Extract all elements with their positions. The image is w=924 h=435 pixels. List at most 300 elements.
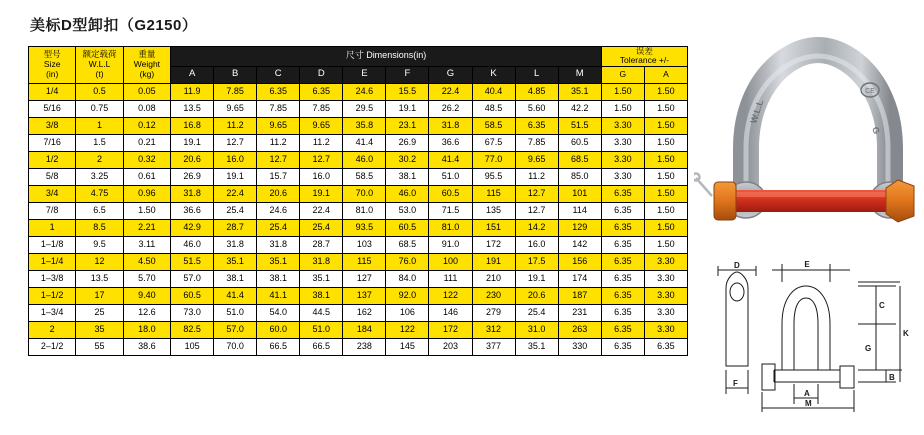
cell-dim-5: 30.2 <box>386 151 429 168</box>
cell-dim-5: 84.0 <box>386 270 429 287</box>
cell-dim-1: 9.65 <box>214 100 257 117</box>
cell-dim-9: 142 <box>558 236 601 253</box>
cell-tol-g: 6.35 <box>601 321 644 338</box>
cell-dim-6: 203 <box>429 338 472 355</box>
cell-weight: 0.32 <box>123 151 170 168</box>
header-dim-c: C <box>257 66 300 83</box>
cell-dim-7: 135 <box>472 202 515 219</box>
cell-dim-2: 66.5 <box>257 338 300 355</box>
cell-tol-g: 1.50 <box>601 83 644 100</box>
cell-dim-9: 101 <box>558 185 601 202</box>
cell-dim-5: 92.0 <box>386 287 429 304</box>
table-row <box>29 134 688 151</box>
cell-dim-3: 66.5 <box>300 338 343 355</box>
cell-dim-1: 51.0 <box>214 304 257 321</box>
table-row <box>29 270 688 287</box>
header-size-line-3: (in) <box>46 68 59 79</box>
cell-tol-g: 6.35 <box>601 270 644 287</box>
cell-dim-0: 16.8 <box>171 117 214 134</box>
cell-tol-a: 1.50 <box>644 134 687 151</box>
cell-dim-7: 40.4 <box>472 83 515 100</box>
cell-wll: 13.5 <box>76 270 123 287</box>
cell-dim-7: 48.5 <box>472 100 515 117</box>
cell-dim-4: 29.5 <box>343 100 386 117</box>
header-size-line-2: Size <box>43 58 61 69</box>
cell-dim-7: 377 <box>472 338 515 355</box>
cell-dim-9: 187 <box>558 287 601 304</box>
header-tol-g: G <box>601 66 644 83</box>
cell-dim-3: 16.0 <box>300 168 343 185</box>
cell-dim-9: 129 <box>558 219 601 236</box>
cell-dim-1: 16.0 <box>214 151 257 168</box>
header-size <box>29 47 76 84</box>
cell-weight: 0.08 <box>123 100 170 117</box>
cell-dim-8: 4.85 <box>515 83 558 100</box>
cell-dim-8: 19.1 <box>515 270 558 287</box>
cell-wll: 12 <box>76 253 123 270</box>
cell-tol-g: 3.30 <box>601 117 644 134</box>
cell-tol-a: 3.30 <box>644 287 687 304</box>
cell-dim-6: 36.6 <box>429 134 472 151</box>
cell-dim-3: 7.85 <box>300 100 343 117</box>
cell-dim-3: 31.8 <box>300 253 343 270</box>
cell-tol-g: 6.35 <box>601 236 644 253</box>
cell-dim-6: 100 <box>429 253 472 270</box>
cell-dim-0: 42.9 <box>171 219 214 236</box>
cell-dim-7: 191 <box>472 253 515 270</box>
cell-dim-7: 210 <box>472 270 515 287</box>
cell-dim-5: 145 <box>386 338 429 355</box>
cell-wll: 25 <box>76 304 123 321</box>
cell-tol-g: 6.35 <box>601 253 644 270</box>
cell-dim-8: 31.0 <box>515 321 558 338</box>
cell-dim-3: 9.65 <box>300 117 343 134</box>
cell-weight: 9.40 <box>123 287 170 304</box>
cell-tol-a: 3.30 <box>644 304 687 321</box>
cell-dim-1: 57.0 <box>214 321 257 338</box>
drawing-label-b: B <box>889 373 895 382</box>
cell-tol-a: 3.30 <box>644 321 687 338</box>
cell-dim-8: 12.7 <box>515 202 558 219</box>
cell-dim-5: 38.1 <box>386 168 429 185</box>
cell-dim-0: 46.0 <box>171 236 214 253</box>
cell-tol-a: 3.30 <box>644 270 687 287</box>
cell-weight: 4.50 <box>123 253 170 270</box>
cell-dim-2: 54.0 <box>257 304 300 321</box>
specification-table-container <box>28 46 688 356</box>
cell-dim-6: 172 <box>429 321 472 338</box>
header-weight-line-1: 重量 <box>138 49 156 60</box>
cell-dim-4: 81.0 <box>343 202 386 219</box>
cell-dim-2: 41.1 <box>257 287 300 304</box>
cell-tol-g: 6.35 <box>601 287 644 304</box>
header-tolerance-line-1: 误差 <box>635 46 653 56</box>
cell-dim-0: 105 <box>171 338 214 355</box>
cell-tol-g: 6.35 <box>601 185 644 202</box>
cell-dim-4: 41.4 <box>343 134 386 151</box>
table-header-row-top <box>29 47 688 67</box>
table-body <box>29 83 688 355</box>
cell-dim-7: 67.5 <box>472 134 515 151</box>
cell-dim-9: 51.5 <box>558 117 601 134</box>
cell-tol-a: 3.30 <box>644 253 687 270</box>
header-wll-line-3: (t) <box>95 68 104 79</box>
header-dimensions: 尺寸 Dimensions(in) <box>171 47 602 67</box>
cell-dim-0: 57.0 <box>171 270 214 287</box>
cell-dim-3: 38.1 <box>300 287 343 304</box>
cell-dim-4: 162 <box>343 304 386 321</box>
cell-dim-3: 19.1 <box>300 185 343 202</box>
cell-tol-g: 3.30 <box>601 151 644 168</box>
cell-dim-6: 146 <box>429 304 472 321</box>
cell-dim-1: 70.0 <box>214 338 257 355</box>
cell-dim-7: 58.5 <box>472 117 515 134</box>
cell-dim-2: 11.2 <box>257 134 300 151</box>
cell-dim-1: 31.8 <box>214 236 257 253</box>
drawing-label-g: G <box>865 344 872 353</box>
cell-dim-1: 28.7 <box>214 219 257 236</box>
cell-dim-0: 82.5 <box>171 321 214 338</box>
cell-dim-6: 31.8 <box>429 117 472 134</box>
cell-tol-a: 1.50 <box>644 202 687 219</box>
header-tol-a: A <box>644 66 687 83</box>
cell-dim-1: 41.4 <box>214 287 257 304</box>
cell-dim-0: 51.5 <box>171 253 214 270</box>
cell-dim-9: 330 <box>558 338 601 355</box>
cell-wll: 2 <box>76 151 123 168</box>
drawing-label-e: E <box>804 260 810 269</box>
cell-dim-3: 11.2 <box>300 134 343 151</box>
cell-dim-0: 31.8 <box>171 185 214 202</box>
header-weight <box>123 47 170 84</box>
header-dim-g: G <box>429 66 472 83</box>
cell-wll: 9.5 <box>76 236 123 253</box>
cell-tol-a: 1.50 <box>644 236 687 253</box>
svg-text:CE: CE <box>865 88 875 95</box>
table-row <box>29 304 688 321</box>
cell-tol-g: 6.35 <box>601 202 644 219</box>
cell-dim-0: 13.5 <box>171 100 214 117</box>
drawing-label-a: A <box>804 389 810 398</box>
cell-wll: 0.5 <box>76 83 123 100</box>
cell-dim-2: 20.6 <box>257 185 300 202</box>
cell-dim-5: 26.9 <box>386 134 429 151</box>
cell-dim-0: 19.1 <box>171 134 214 151</box>
table-row <box>29 219 688 236</box>
product-photo <box>694 28 916 246</box>
cell-dim-5: 68.5 <box>386 236 429 253</box>
cell-size: 3/4 <box>29 185 76 202</box>
cell-dim-0: 20.6 <box>171 151 214 168</box>
cell-size: 1/4 <box>29 83 76 100</box>
cell-size: 1–1/8 <box>29 236 76 253</box>
cell-dim-3: 22.4 <box>300 202 343 219</box>
cell-dim-4: 70.0 <box>343 185 386 202</box>
cell-dim-4: 184 <box>343 321 386 338</box>
cell-dim-5: 19.1 <box>386 100 429 117</box>
header-dim-m: M <box>558 66 601 83</box>
cell-weight: 0.61 <box>123 168 170 185</box>
cell-dim-9: 263 <box>558 321 601 338</box>
cell-dim-2: 9.65 <box>257 117 300 134</box>
header-tolerance-line-2: Tolerance +/- <box>619 55 670 66</box>
header-wll-line-1: 额定载荷 <box>82 49 117 60</box>
cell-tol-a: 1.50 <box>644 219 687 236</box>
cell-dim-4: 24.6 <box>343 83 386 100</box>
cell-tol-a: 1.50 <box>644 168 687 185</box>
cell-dim-2: 15.7 <box>257 168 300 185</box>
cell-wll: 35 <box>76 321 123 338</box>
header-wll-line-2: W.L.L <box>88 58 111 69</box>
cell-dim-4: 103 <box>343 236 386 253</box>
cell-dim-2: 12.7 <box>257 151 300 168</box>
table-row <box>29 83 688 100</box>
cell-dim-3: 35.1 <box>300 270 343 287</box>
cell-weight: 0.21 <box>123 134 170 151</box>
cell-dim-4: 46.0 <box>343 151 386 168</box>
technical-drawing <box>700 258 915 418</box>
cell-dim-2: 35.1 <box>257 253 300 270</box>
drawing-label-d: D <box>734 261 740 270</box>
cell-dim-1: 19.1 <box>214 168 257 185</box>
cell-dim-6: 81.0 <box>429 219 472 236</box>
cell-dim-9: 174 <box>558 270 601 287</box>
table-row <box>29 202 688 219</box>
cell-tol-g: 3.30 <box>601 168 644 185</box>
cell-dim-7: 115 <box>472 185 515 202</box>
cell-dim-0: 26.9 <box>171 168 214 185</box>
cell-dim-9: 156 <box>558 253 601 270</box>
cell-dim-2: 24.6 <box>257 202 300 219</box>
cell-dim-4: 58.5 <box>343 168 386 185</box>
cell-weight: 3.11 <box>123 236 170 253</box>
header-dim-e: E <box>343 66 386 83</box>
cell-dim-2: 25.4 <box>257 219 300 236</box>
cell-size: 1/2 <box>29 151 76 168</box>
header-tolerance <box>601 47 687 67</box>
cell-dim-4: 35.8 <box>343 117 386 134</box>
cell-weight: 2.21 <box>123 219 170 236</box>
header-dim-b: B <box>214 66 257 83</box>
header-weight-line-2: Weight <box>133 58 161 69</box>
cell-size: 7/16 <box>29 134 76 151</box>
cell-dim-3: 51.0 <box>300 321 343 338</box>
cell-size: 2–1/2 <box>29 338 76 355</box>
table-header <box>29 47 688 84</box>
table-row <box>29 338 688 355</box>
cell-dim-8: 25.4 <box>515 304 558 321</box>
cell-weight: 12.6 <box>123 304 170 321</box>
cell-weight: 18.0 <box>123 321 170 338</box>
cell-tol-a: 1.50 <box>644 83 687 100</box>
cell-dim-8: 14.2 <box>515 219 558 236</box>
cell-dim-9: 114 <box>558 202 601 219</box>
cell-dim-4: 137 <box>343 287 386 304</box>
cell-weight: 0.12 <box>123 117 170 134</box>
cell-dim-8: 20.6 <box>515 287 558 304</box>
cell-size: 3/8 <box>29 117 76 134</box>
cell-dim-0: 73.0 <box>171 304 214 321</box>
table-row <box>29 253 688 270</box>
header-dim-a: A <box>171 66 214 83</box>
cell-dim-3: 28.7 <box>300 236 343 253</box>
cell-dim-7: 172 <box>472 236 515 253</box>
cell-dim-0: 60.5 <box>171 287 214 304</box>
drawing-label-m: M <box>805 399 812 408</box>
cell-dim-8: 12.7 <box>515 185 558 202</box>
cell-dim-8: 9.65 <box>515 151 558 168</box>
cell-dim-7: 279 <box>472 304 515 321</box>
cell-dim-0: 11.9 <box>171 83 214 100</box>
cell-dim-2: 38.1 <box>257 270 300 287</box>
table-row <box>29 321 688 338</box>
cell-size: 1–3/8 <box>29 270 76 287</box>
cell-dim-5: 23.1 <box>386 117 429 134</box>
cell-weight: 1.50 <box>123 202 170 219</box>
cell-tol-g: 6.35 <box>601 338 644 355</box>
cell-dim-8: 7.85 <box>515 134 558 151</box>
header-weight-line-3: (kg) <box>139 68 155 79</box>
cell-dim-2: 60.0 <box>257 321 300 338</box>
cell-dim-4: 93.5 <box>343 219 386 236</box>
cell-dim-8: 6.35 <box>515 117 558 134</box>
cell-dim-1: 11.2 <box>214 117 257 134</box>
cell-wll: 3.25 <box>76 168 123 185</box>
cell-dim-1: 7.85 <box>214 83 257 100</box>
cell-dim-3: 12.7 <box>300 151 343 168</box>
header-size-line-1: 型号 <box>43 49 61 60</box>
cell-size: 7/8 <box>29 202 76 219</box>
cell-dim-6: 71.5 <box>429 202 472 219</box>
cell-dim-8: 16.0 <box>515 236 558 253</box>
cell-dim-7: 312 <box>472 321 515 338</box>
drawing-label-f: F <box>733 379 738 388</box>
drawing-label-c: C <box>879 301 885 310</box>
header-dim-d: D <box>300 66 343 83</box>
cell-dim-8: 17.5 <box>515 253 558 270</box>
cell-dim-8: 35.1 <box>515 338 558 355</box>
cell-size: 5/8 <box>29 168 76 185</box>
header-dim-f: F <box>386 66 429 83</box>
cell-dim-1: 25.4 <box>214 202 257 219</box>
cell-dim-1: 22.4 <box>214 185 257 202</box>
cell-wll: 0.75 <box>76 100 123 117</box>
header-dim-k: K <box>472 66 515 83</box>
table-row <box>29 287 688 304</box>
cell-dim-5: 122 <box>386 321 429 338</box>
cell-dim-6: 41.4 <box>429 151 472 168</box>
cell-tol-g: 6.35 <box>601 304 644 321</box>
cell-dim-0: 36.6 <box>171 202 214 219</box>
cell-wll: 6.5 <box>76 202 123 219</box>
cell-dim-7: 95.5 <box>472 168 515 185</box>
cell-tol-a: 1.50 <box>644 117 687 134</box>
cell-dim-9: 60.5 <box>558 134 601 151</box>
cell-dim-6: 111 <box>429 270 472 287</box>
page-title: 美标D型卸扣（G2150） <box>30 17 198 34</box>
cell-tol-a: 6.35 <box>644 338 687 355</box>
cell-wll: 55 <box>76 338 123 355</box>
cell-dim-4: 238 <box>343 338 386 355</box>
cell-wll: 17 <box>76 287 123 304</box>
cell-size: 5/16 <box>29 100 76 117</box>
cell-dim-9: 35.1 <box>558 83 601 100</box>
cell-dim-6: 51.0 <box>429 168 472 185</box>
table-row <box>29 100 688 117</box>
cell-dim-6: 22.4 <box>429 83 472 100</box>
cell-dim-1: 35.1 <box>214 253 257 270</box>
cell-weight: 0.96 <box>123 185 170 202</box>
header-wll <box>76 47 123 84</box>
cell-tol-g: 3.30 <box>601 134 644 151</box>
cell-dim-5: 60.5 <box>386 219 429 236</box>
cell-dim-8: 5.60 <box>515 100 558 117</box>
cell-size: 1 <box>29 219 76 236</box>
specification-table <box>28 46 688 356</box>
cell-dim-2: 7.85 <box>257 100 300 117</box>
table-row <box>29 151 688 168</box>
svg-text:W.L.L: W.L.L <box>748 98 766 125</box>
cell-wll: 8.5 <box>76 219 123 236</box>
cell-dim-7: 77.0 <box>472 151 515 168</box>
cell-tol-a: 1.50 <box>644 151 687 168</box>
cell-dim-2: 6.35 <box>257 83 300 100</box>
cell-size: 1–1/4 <box>29 253 76 270</box>
cell-wll: 1.5 <box>76 134 123 151</box>
cell-size: 1–1/2 <box>29 287 76 304</box>
table-row <box>29 117 688 134</box>
cell-dim-1: 12.7 <box>214 134 257 151</box>
cell-dim-9: 85.0 <box>558 168 601 185</box>
header-dim-l: L <box>515 66 558 83</box>
table-row <box>29 185 688 202</box>
table-row <box>29 236 688 253</box>
cell-weight: 0.05 <box>123 83 170 100</box>
cell-dim-9: 42.2 <box>558 100 601 117</box>
cell-dim-6: 26.2 <box>429 100 472 117</box>
cell-dim-8: 11.2 <box>515 168 558 185</box>
cell-dim-9: 231 <box>558 304 601 321</box>
cell-dim-3: 6.35 <box>300 83 343 100</box>
cell-weight: 5.70 <box>123 270 170 287</box>
cell-dim-5: 106 <box>386 304 429 321</box>
cell-dim-6: 60.5 <box>429 185 472 202</box>
cell-dim-2: 31.8 <box>257 236 300 253</box>
svg-text:G: G <box>870 125 882 136</box>
cell-wll: 1 <box>76 117 123 134</box>
cell-dim-6: 122 <box>429 287 472 304</box>
cell-dim-3: 25.4 <box>300 219 343 236</box>
cell-dim-5: 76.0 <box>386 253 429 270</box>
table-row <box>29 168 688 185</box>
cell-tol-g: 6.35 <box>601 219 644 236</box>
cell-size: 2 <box>29 321 76 338</box>
cell-tol-a: 1.50 <box>644 185 687 202</box>
cell-dim-5: 53.0 <box>386 202 429 219</box>
cell-tol-a: 1.50 <box>644 100 687 117</box>
cell-dim-6: 91.0 <box>429 236 472 253</box>
cell-weight: 38.6 <box>123 338 170 355</box>
cell-dim-1: 38.1 <box>214 270 257 287</box>
cell-dim-9: 68.5 <box>558 151 601 168</box>
drawing-label-k: K <box>903 329 909 338</box>
cell-wll: 4.75 <box>76 185 123 202</box>
cell-dim-7: 230 <box>472 287 515 304</box>
cell-dim-4: 115 <box>343 253 386 270</box>
cell-dim-5: 15.5 <box>386 83 429 100</box>
cell-dim-4: 127 <box>343 270 386 287</box>
cell-size: 1–3/4 <box>29 304 76 321</box>
